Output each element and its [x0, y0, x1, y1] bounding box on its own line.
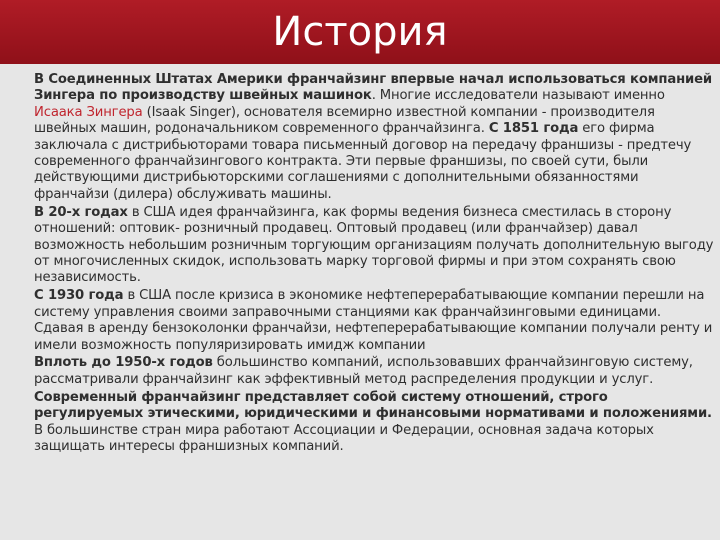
bold-date: Вплоть до 1950-х годов [34, 355, 213, 371]
bold-date: С 1930 года [34, 288, 124, 304]
body-text: В большинстве стран мира работают Ассоциации и Федерации, основная задача которых защищать интересы франшизных компаний. [34, 422, 654, 454]
body-text: в США после кризиса в экономике нефтеперерабатывающие компании перешли на систему управления своими заправочными станциями как франчайзинговыми единицами. Сдавая в аренду бензоколонки франчайзи, нефтеперерабатывающие компании получали ренту и имели возможность популяризировать имидж компании [34, 288, 713, 353]
slide-body [34, 72, 714, 457]
bold-text: В Соединенных Штатах Америки франчайзинг впервые начал использоваться компанией Зингера по производству швейных машинок [34, 72, 713, 104]
paragraph-1950s [34, 355, 714, 388]
body-text: (Isaak Singer), основателя всемирно известной компании - производителя швейных машин, родоначальником современного франчайзинга. [34, 104, 655, 137]
paragraph-modern [34, 390, 714, 456]
title-bar [0, 0, 720, 64]
paragraph-1930 [34, 288, 714, 354]
slide-title: История [272, 9, 448, 55]
body-text: . Многие исследователи называют именно [371, 88, 665, 104]
bold-date: С 1851 года [488, 121, 579, 137]
body-text: большинство компаний, использовавших франчайзинговую систему, рассматривали франчайзинг как эффективный метод распределения продукции и услуг. [34, 355, 693, 387]
highlight-name: Исаака Зингера [34, 104, 143, 120]
paragraph-1920s [34, 205, 714, 287]
bold-text: Современный франчайзинг представляет собой систему отношений, строго регулируемых этическими, юридическими и финансовыми нормативами и положениями. [34, 389, 712, 422]
paragraph-singer [34, 72, 714, 203]
bold-date: В 20-х годах [34, 204, 128, 220]
body-text: в США идея франчайзинга, как формы ведения бизнеса сместилась в сторону отношений: оптовик- розничный продавец. Оптовый продавец (или франчайзер) давал возможность небольшим розничным торгующим организациям получать дополнительную выгоду от многочисленных скидок, использовать марку торговой фирмы и при этом сохранять свою независимость. [34, 204, 714, 286]
body-text: его фирма заключала с дистрибьюторами товара письменный договор на передачу франшизы - предтечу современного франчайзингового контракта. Эти первые франшизы, по своей сути, были действующими дистрибьюторскими соглашениями с дополнительными обязанностями франчайзи (дилера) обслуживать машины. [34, 121, 692, 202]
